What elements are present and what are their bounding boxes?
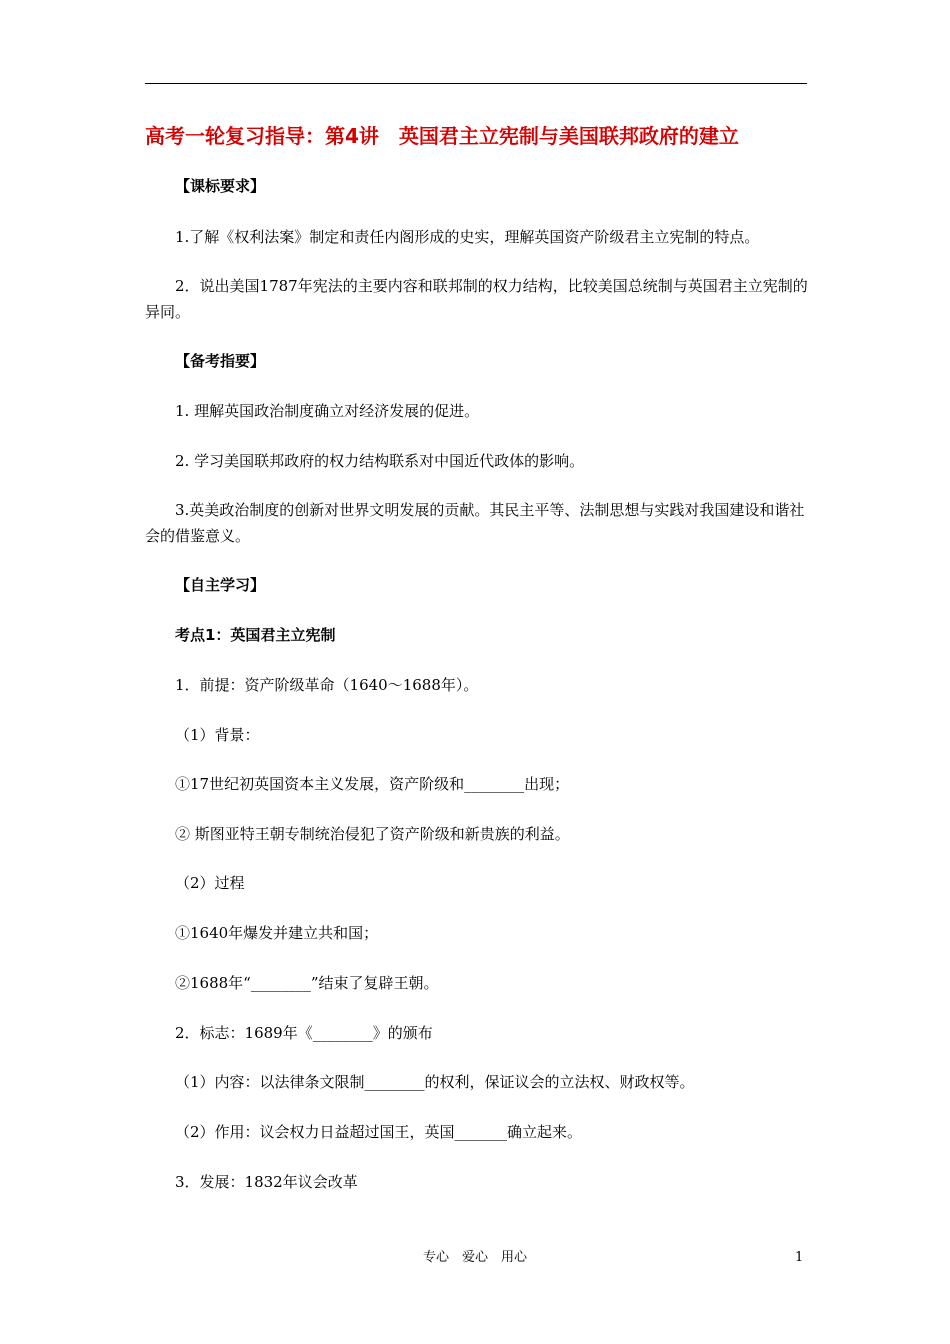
topic-heading: 考点1：英国君主立宪制 [175,626,336,644]
paragraph: 3.英美政治制度的创新对世界文明发展的贡献。其民主平等、法制思想与实践对我国建设和谐社会的借鉴意义。 [145,501,805,545]
paragraph: ①1640年爆发并建立共和国； [175,924,379,942]
paragraph: 1.了解《权利法案》制定和责任内阁形成的史实，理解英国资产阶级君主立宪制的特点。 [175,228,760,246]
paragraph: ② 斯图亚特王朝专制统治侵犯了资产阶级和新贵族的利益。 [175,825,570,843]
paragraph: （2）作用：议会权力日益超过国王，英国_______确立起来。 [175,1123,583,1141]
section-heading-exam-guide: 【备考指要】 [175,352,266,370]
page-number: 1 [795,1250,804,1265]
paragraph: （1）背景： [175,726,260,744]
paragraph: 2. 学习美国联邦政府的权力结构联系对中国近代政体的影响。 [175,452,585,470]
paragraph: 2．说出美国1787年宪法的主要内容和联邦制的权力结构，比较美国总统制与英国君主立宪制的异同。 [145,277,808,321]
paragraph: ①17世纪初英国资本主义发展，资产阶级和________出现； [175,775,570,793]
section-heading-self-study: 【自主学习】 [175,576,266,594]
header-rule [145,83,807,84]
paragraph: （2）过程 [175,874,245,892]
footer-motto: 专心 爱心 用心 [422,1250,527,1265]
document-title: 高考一轮复习指导：第4讲 英国君主立宪制与美国联邦政府的建立 [145,124,739,148]
section-heading-standards: 【课标要求】 [175,177,266,195]
paragraph: （1）内容：以法律条文限制________的权利，保证议会的立法权、财政权等。 [175,1073,695,1091]
paragraph: 1. 理解英国政治制度确立对经济发展的促进。 [175,402,480,420]
paragraph: 2．标志：1689年《________》的颁布 [175,1024,433,1042]
paragraph: 1．前提：资产阶级革命（1640～1688年）。 [175,676,479,694]
paragraph: 3．发展：1832年议会改革 [175,1173,358,1191]
paragraph: ②1688年“________”结束了复辟王朝。 [175,974,439,992]
